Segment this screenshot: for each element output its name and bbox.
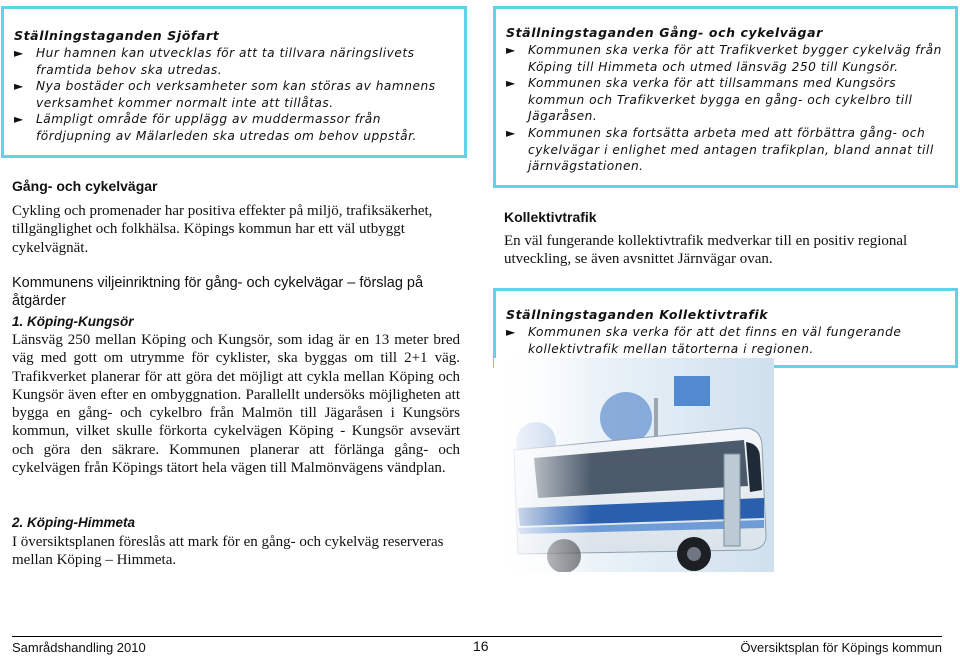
bus-illustration	[494, 358, 774, 620]
box-title: Ställningstaganden Gång- och cykelvägar	[506, 25, 823, 40]
box-stallningstaganden-gang-cykel	[493, 6, 958, 188]
list-item: ► Kommunen ska verka för att det finns en väl fungerande kollektivtrafik mellan tätorterna i regionen.	[506, 325, 902, 356]
list-item: ► Kommunen ska verka för att Trafikverket bygger cykelväg från Köping till Himmeta och utmed länsväg 250 till Kungsör.	[506, 43, 942, 74]
section-heading-forslag: Kommunens viljeinriktning för gång- och cykelvägar – förslag på åtgärder	[12, 275, 424, 309]
section-text-kollektiv: En väl fungerande kollektivtrafik medverkar till en positiv regional utveckling, se även avsnittet Järnvägar ovan.	[504, 233, 908, 268]
arrow-bullet-icon: ►	[506, 125, 516, 140]
section-heading-gang: Gång- och cykelvägar	[12, 178, 158, 194]
section-heading-kollektiv: Kollektivtrafik	[504, 209, 597, 225]
bus-photo	[494, 358, 774, 620]
section-text-gang: Cykling och promenader har positiva effekter på miljö, trafiksäkerhet, tillgänglighet och folkhälsa. Köpings kommun har ett väl utbyggt cykelvägnät.	[12, 203, 433, 256]
page-number: 16	[473, 638, 489, 654]
box-stallningstaganden-sjofart	[1, 6, 467, 158]
box-stallningstaganden-kollektiv	[493, 288, 958, 368]
list-item: ► Hur hamnen kan utvecklas för att ta tillvara näringslivets framtida behov ska utredas.	[14, 46, 415, 77]
box-title: Ställningstaganden Sjöfart	[14, 28, 220, 43]
arrow-bullet-icon: ►	[506, 325, 516, 339]
item2-heading: 2. Köping-Himmeta	[12, 515, 136, 530]
arrow-bullet-icon: ►	[14, 46, 24, 60]
footer-rule	[12, 636, 942, 637]
arrow-bullet-icon: ►	[506, 43, 516, 57]
arrow-bullet-icon: ►	[14, 79, 24, 94]
list-item: ► Kommunen ska fortsätta arbeta med att förbättra gång- och cykelvägar i enlighet med antagen trafikplan, bland annat till järnvägstationen.	[506, 125, 934, 174]
arrow-bullet-icon: ►	[506, 76, 516, 91]
footer-right: Översiktsplan för Köpings kommun	[740, 640, 942, 655]
list-item: ► Lämpligt område för upplägg av muddermassor från fördjupning av Mälarleden ska utredas om behov uppstår.	[14, 112, 417, 143]
item1-text: Länsväg 250 mellan Köping och Kungsör, som idag är en 13 meter bred väg med gott om utrymme för cyklister, ska byggas om till 2+1 väg. Trafikverket planerar för att göra det möjligt att cykla mellan Köping och Kungsör även efter en ombyggnation. Parallellt undersöks möjligheten att bygga en gång- och cykelbro från Malmön till Jägaråsen i Kungsörs kommun, vilket skulle förkorta cykelvägen Köping - Kungsör avsevärt och göra den säkrare. Kommunen planerar att förlänga gång- och cykelvägen från Köpings tätort hela vägen till Malmönvägens vändplan.	[12, 332, 460, 477]
arrow-bullet-icon: ►	[14, 112, 24, 127]
list-item: ► Nya bostäder och verksamheter som kan störas av hamnens verksamhet kommer normalt inte att tillåtas.	[14, 79, 436, 110]
footer-left: Samrådshandling 2010	[12, 640, 146, 655]
item2-text: I översiktsplanen föreslås att mark för en gång- och cykelväg reserveras mellan Köping – Himmeta.	[12, 534, 444, 569]
item1-heading: 1. Köping-Kungsör	[12, 314, 134, 329]
list-item: ► Kommunen ska verka för att tillsammans med Kungsörs kommun och Trafikverket bygga en gång- och cykelbro till Jägaråsen.	[506, 76, 913, 124]
box-title: Ställningstaganden Kollektivtrafik	[506, 307, 769, 322]
